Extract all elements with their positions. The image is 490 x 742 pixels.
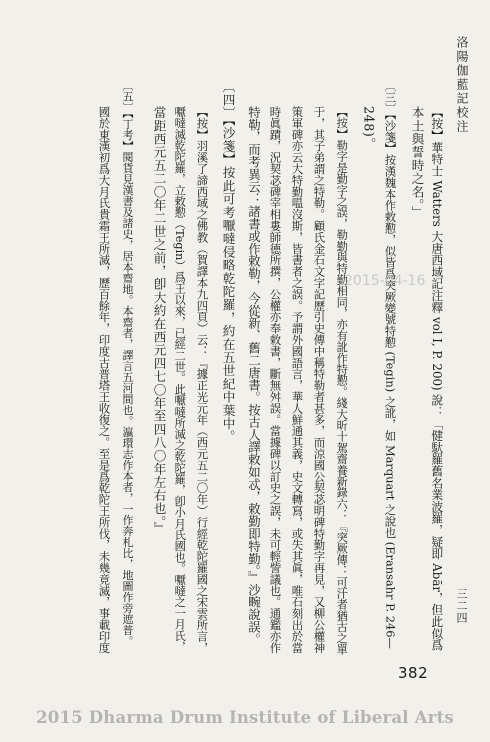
page-header-title: 洛陽伽藍記校注 xyxy=(455,36,469,134)
text-column-9: 特勒，而考異云：諸書或作敕勒，今從新、舊二唐書。按古人譯敕如忒，敕勤即特勤。』沙畹說誤。 xyxy=(246,106,262,646)
text-column-5: 【按】勒字是勤字之誤，勒勤與特勤相同，亦有訛作特懃。綫大昕十駕齋養新錄六：『突厥傳：可汗者猶古之單 xyxy=(335,106,349,655)
text-column-7: 策軍碑亦云大特勤嗢沒斯，皆書者之誤。予謂外國語言，華人鮮通其義，史文轉寫，或失其眞，唯石刻出於當 xyxy=(290,106,305,654)
page-number: 382 xyxy=(398,664,429,682)
text-column-14: 〔五〕【丁考】閱貨見漢書及諸史，居本齋地。本齋者，譯言五河間也。瀛環志作本者，一作奔札比，地圖作旁遮普。 xyxy=(121,80,134,647)
page-header-number: 三二四 xyxy=(455,588,468,624)
text-column-8: 時眞蹟，況契苾碑宰相婁師德所撰，公權亦奉敕書，斷無舛誤。當據碑以訂史之誤，未可輕訾議也。通鑑亦作 xyxy=(268,106,283,654)
watermark-institute: 2015 Dharma Drum Institute of Liberal Arts xyxy=(36,708,454,727)
text-column-4: 248)。 xyxy=(361,106,377,151)
text-column-15: 國於東漢初爲大月氏貴霜王所滅，歷百餘年，印度古普塔王收復之。至是爲乾陀王所伐，未幾竟滅，事載印度 xyxy=(97,106,112,654)
text-column-10: 〔四〕【沙箋】按此可考嚈噠侵略乾陀羅，約在五世紀中葉中。 xyxy=(220,80,236,444)
text-column-6: 于，其子弟謂之特勒。顧氏金石文字記歷引史傳中稱特勒者甚多，而涼國公契苾明碑特勤字再見，又柳公權神 xyxy=(312,106,327,654)
text-column-13: 當距西元五二〇年二世之前，卽大約在西元四七〇年至四八〇年左右也。』 xyxy=(151,106,167,536)
watermark-date: 2015-04-16 xyxy=(344,273,426,289)
text-column-2: 本土與誓時之名。」 xyxy=(409,106,425,219)
text-column-12: 嚈噠滅乾陀羅，立敕懃（Tegin）爲王以來，已經二世。此嚈噠所滅之乾陀羅，卽小月氏國也。嚈噠之一月氏， xyxy=(173,106,187,653)
text-column-1: 【按】華特士 Watters 大唐西域記注釋 vol I, P. 200) 說：「健馱羅舊名業波羅，疑即 Abār，但此似爲 xyxy=(429,106,444,651)
text-column-11: 【按】羽溪了諦西域之佛教（賀譯本九四頁）云：『據正光元年（西元五二〇年）行經乾陀羅國之宋雲所言， xyxy=(195,106,210,654)
text-column-3: 〔三〕【沙箋】按漢魏本作敕懃，似皆爲突厥變號特懃 (Tegin) 之訛，如 Marquart 之說也 (Eransahr P. 246— xyxy=(383,80,398,649)
